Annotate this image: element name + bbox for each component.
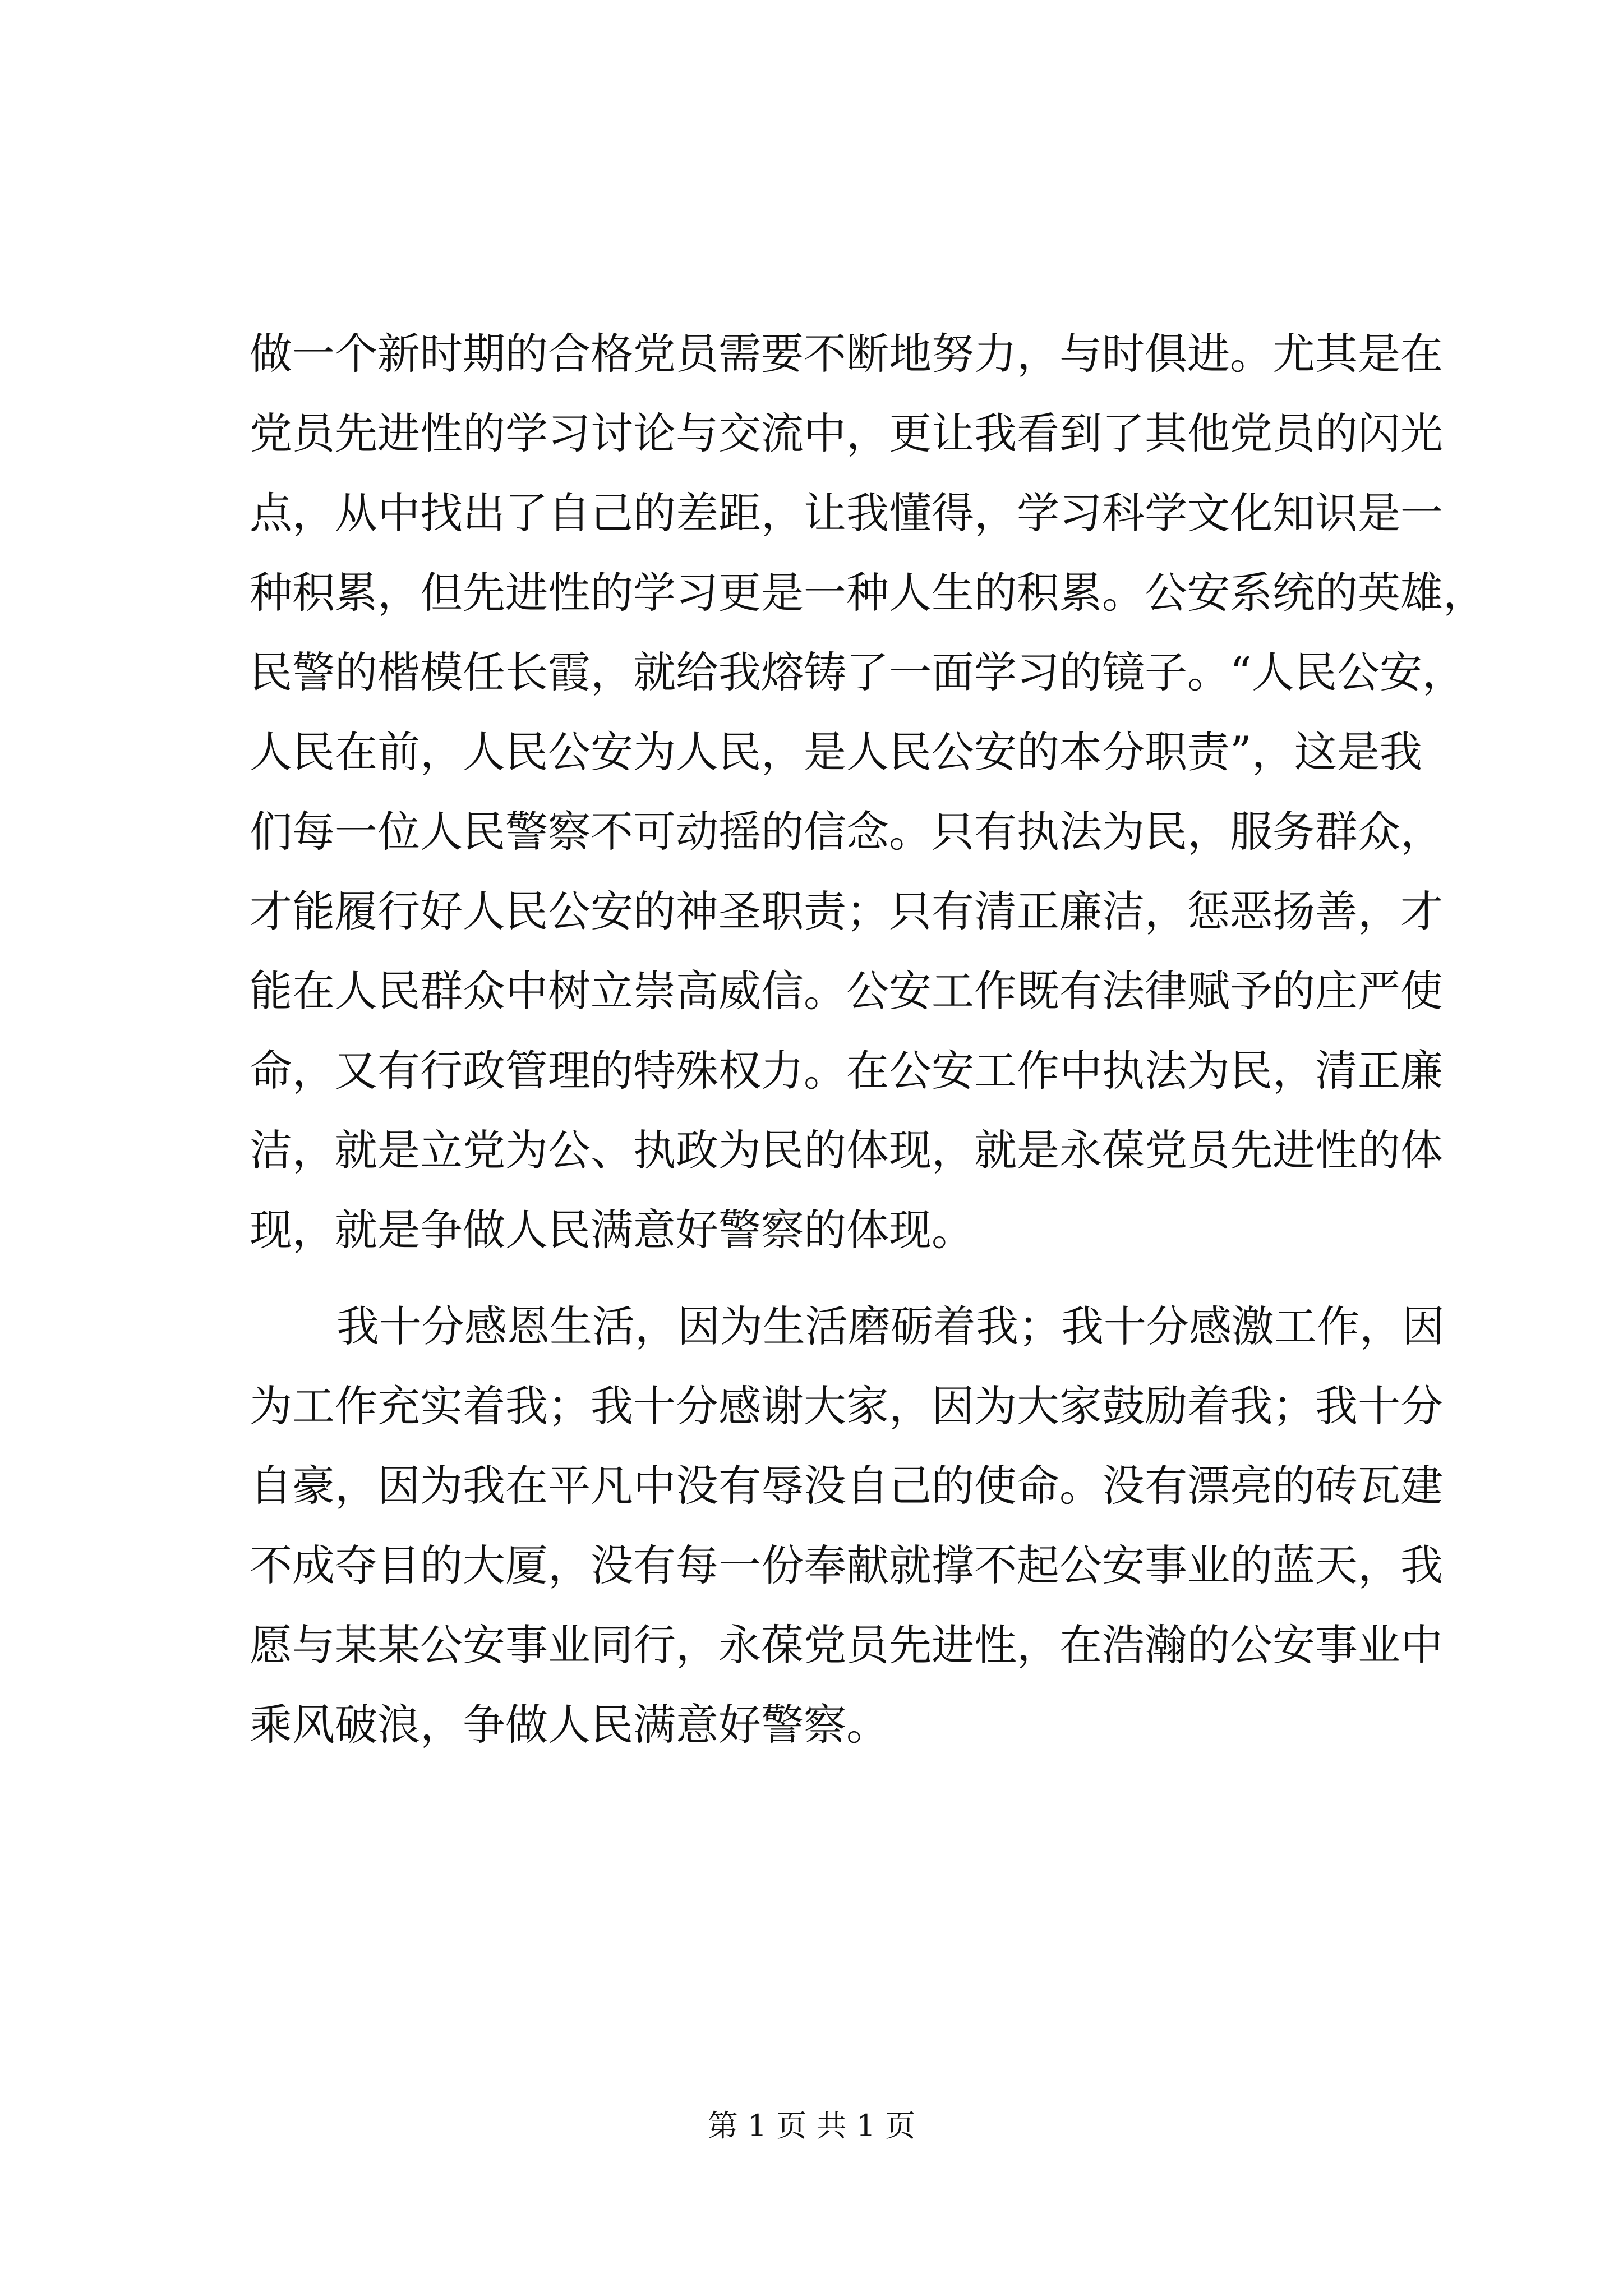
page-footer: 第 1 页 共 1 页 (707, 2108, 916, 2143)
text-line: 党员先进性的学习讨论与交流中，更让我看到了其他党员的闪光 (250, 408, 1443, 458)
text-line: 愿与某某公安事业同行，永葆党员先进性，在浩瀚的公安事业中 (250, 1620, 1443, 1670)
text-line: 能在人民群众中树立崇高威信。公安工作既有法律赋予的庄严使 (250, 966, 1443, 1016)
text-line: 乘风破浪，争做人民满意好警察。 (250, 1700, 889, 1750)
text-line: 种积累，但先进性的学习更是一种人生的积累。公安系统的英雄， (250, 568, 1486, 618)
text-line: 洁，就是立党为公、执政为民的体现，就是永葆党员先进性的体 (250, 1125, 1443, 1175)
text-line: 不成夺目的大厦，没有每一份奉献就撑不起公安事业的蓝天，我 (250, 1540, 1443, 1590)
text-line: 命，又有行政管理的特殊权力。在公安工作中执法为民，清正廉 (250, 1046, 1443, 1096)
text-line: 民警的楷模任长霞，就给我熔铸了一面学习的镜子。“人民公安， (250, 647, 1465, 697)
text-line: 点，从中找出了自己的差距，让我懂得，学习科学文化知识是一 (250, 488, 1443, 538)
text-line: 我十分感恩生活，因为生活磨砺着我；我十分感激工作，因 (336, 1301, 1445, 1351)
text-line: 才能履行好人民公安的神圣职责；只有清正廉洁，惩恶扬善，才 (250, 886, 1443, 936)
document-body (250, 314, 1486, 1765)
paragraph-1 (250, 314, 1486, 1270)
paragraph-spacer (250, 1270, 1405, 1287)
text-line: 现，就是争做人民满意好警察的体现。 (250, 1205, 974, 1255)
text-line: 为工作充实着我；我十分感谢大家，因为大家鼓励着我；我十分 (250, 1381, 1443, 1431)
paragraph-2 (250, 1287, 1445, 1765)
text-line: 们每一位人民警察不可动摇的信念。只有执法为民，服务群众， (250, 807, 1443, 857)
text-line: 自豪，因为我在平凡中没有辱没自己的使命。没有漂亮的砖瓦建 (250, 1461, 1443, 1511)
text-line: 做一个新时期的合格党员需要不断地努力，与时俱进。尤其是在 (250, 329, 1443, 379)
text-line: 人民在前，人民公安为人民，是人民公安的本分职责”，这是我 (250, 727, 1422, 777)
